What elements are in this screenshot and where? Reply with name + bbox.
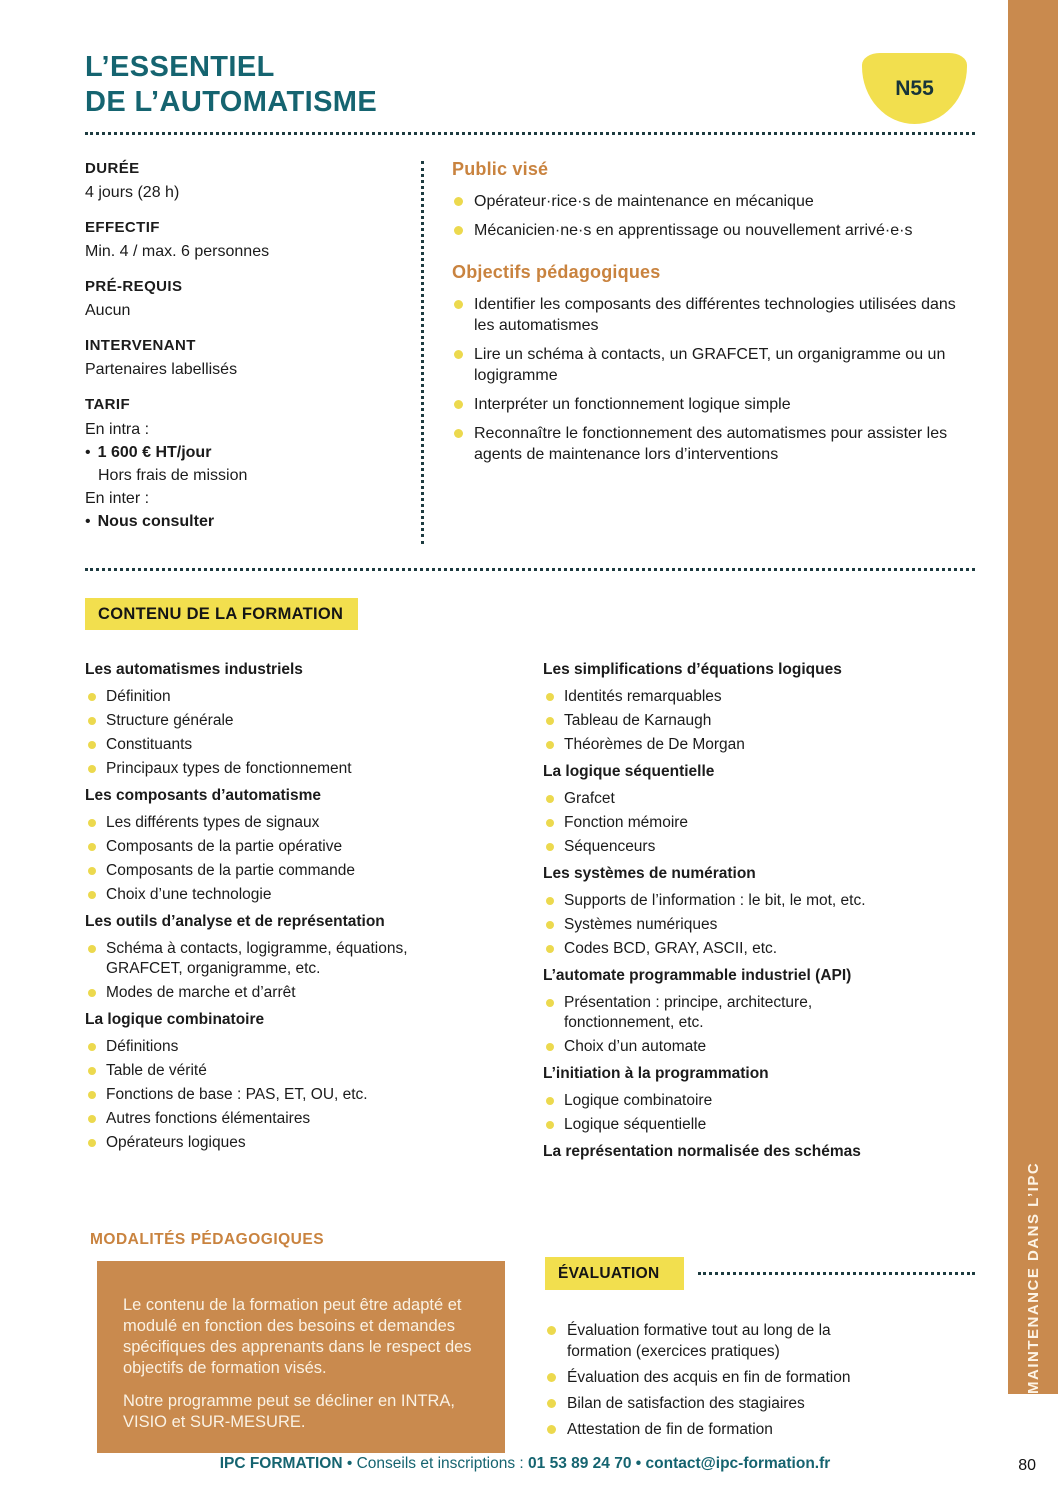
list-item-text: Définition bbox=[106, 688, 171, 705]
list-item bbox=[545, 1393, 975, 1414]
info-effectif-label: EFFECTIF bbox=[85, 219, 160, 236]
modalites-heading: MODALITÉS PÉDAGOGIQUES bbox=[90, 1231, 325, 1248]
list-item-text: Modes de marche et d’arrêt bbox=[106, 984, 296, 1001]
info-duree-value: 4 jours (28 h) bbox=[85, 184, 180, 201]
list-item-text: Lire un schéma à contacts, un GRAFCET, un organigramme ou un logigramme bbox=[474, 346, 946, 384]
tarif-intra-label: En intra : bbox=[85, 421, 150, 438]
list-item bbox=[85, 861, 543, 881]
contenu-group-heading: La représentation normalisée des schémas bbox=[543, 1143, 861, 1160]
bullet-icon bbox=[547, 1326, 556, 1335]
info-prerequis-value: Aucun bbox=[85, 302, 131, 319]
list-item bbox=[543, 1115, 975, 1135]
list-item-text: Constituants bbox=[106, 736, 193, 753]
contenu-group-heading: L’automate programmable industriel (API) bbox=[543, 967, 852, 984]
objectifs-heading: Objectifs pédagogiques bbox=[452, 262, 661, 282]
list-item bbox=[85, 711, 543, 731]
list-item-text: Choix d’une technologie bbox=[106, 886, 272, 903]
list-item bbox=[85, 885, 543, 905]
list-item bbox=[85, 687, 543, 707]
bullet-icon bbox=[546, 843, 554, 851]
list-item bbox=[543, 813, 975, 833]
bullet-icon bbox=[546, 693, 554, 701]
evaluation-heading: ÉVALUATION bbox=[545, 1257, 684, 1290]
contenu-group-heading: La logique séquentielle bbox=[543, 763, 715, 780]
list-item-text: Table de vérité bbox=[106, 1062, 207, 1079]
list-item-text: Grafcet bbox=[564, 790, 615, 807]
list-item bbox=[85, 1085, 543, 1105]
modalites-paragraph: Notre programme peut se décliner en INTRA, VISIO et SUR-MESURE. bbox=[123, 1392, 455, 1431]
list-item-text: Définitions bbox=[106, 1038, 179, 1055]
modalites-paragraph: Le contenu de la formation peut être adapté et modulé en fonction des besoins et demandes spécifiques des apprenants dans le respect des objectifs de formation visés. bbox=[123, 1296, 472, 1377]
bullet-icon bbox=[88, 765, 96, 773]
evaluation-block bbox=[545, 1257, 975, 1453]
list-item-text: Schéma à contacts, logigramme, équations, GRAFCET, organigramme, etc. bbox=[106, 940, 408, 977]
contenu-section bbox=[85, 655, 975, 1169]
bullet-icon bbox=[547, 1399, 556, 1408]
list-item-text: Composants de la partie commande bbox=[106, 862, 355, 879]
list-item-text: Structure générale bbox=[106, 712, 234, 729]
page-number: 80 bbox=[1018, 1457, 1036, 1474]
bullet-icon bbox=[546, 999, 554, 1007]
info-intervenant-label: INTERVENANT bbox=[85, 337, 196, 354]
list-item bbox=[85, 1037, 543, 1057]
contenu-group-heading: L’initiation à la programmation bbox=[543, 1065, 769, 1082]
public-vise-heading: Public visé bbox=[452, 159, 549, 179]
list-item bbox=[543, 837, 975, 857]
list-item bbox=[543, 735, 975, 755]
bullet-icon bbox=[546, 897, 554, 905]
list-item bbox=[543, 939, 975, 959]
list-item-text: Évaluation des acquis en fin de formation bbox=[567, 1369, 851, 1386]
bullet-icon bbox=[88, 1091, 96, 1099]
bottom-section bbox=[85, 1231, 975, 1453]
contenu-group-heading: Les systèmes de numération bbox=[543, 865, 756, 882]
list-item bbox=[452, 191, 975, 212]
bullet-icon bbox=[454, 429, 463, 438]
list-item bbox=[85, 735, 543, 755]
contenu-group bbox=[85, 1010, 543, 1153]
list-item-text: Mécanicien·ne·s en apprentissage ou nouvellement arrivé·e·s bbox=[474, 222, 913, 239]
bullet-icon bbox=[88, 945, 96, 953]
tarif-inter-label: En inter : bbox=[85, 490, 150, 507]
list-item-text: Fonctions de base : PAS, ET, OU, etc. bbox=[106, 1086, 368, 1103]
contenu-group bbox=[543, 660, 975, 755]
tarif-intra-note: Hors frais de mission bbox=[98, 467, 248, 484]
side-tab-label: MAINTENANCE DANS L’IPC bbox=[1024, 1161, 1042, 1394]
list-item bbox=[543, 1037, 975, 1057]
info-tarif bbox=[85, 395, 395, 533]
course-code-badge: N55 bbox=[862, 53, 967, 124]
info-tarif-label: TARIF bbox=[85, 396, 131, 413]
list-item-text: Les différents types de signaux bbox=[106, 814, 320, 831]
contenu-group bbox=[543, 1142, 975, 1162]
list-item bbox=[543, 891, 975, 911]
list-item bbox=[543, 687, 975, 707]
list-item-text: Présentation : principe, architecture, fonctionnement, etc. bbox=[564, 994, 813, 1031]
contenu-group-heading: Les automatismes industriels bbox=[85, 661, 303, 678]
contenu-group bbox=[543, 1064, 975, 1135]
list-item-text: Composants de la partie opérative bbox=[106, 838, 343, 855]
page-title bbox=[85, 50, 975, 120]
list-item bbox=[543, 915, 975, 935]
evaluation-list bbox=[545, 1320, 975, 1440]
list-item-text: Interpréter un fonctionnement logique simple bbox=[474, 396, 791, 413]
list-item-text: Reconnaître le fonctionnement des automatismes pour assister les agents de maintenance lors d’interventions bbox=[474, 425, 948, 463]
footer-label: Conseils et inscriptions : bbox=[356, 1455, 524, 1472]
bullet-icon bbox=[546, 1121, 554, 1129]
bullet-icon bbox=[546, 717, 554, 725]
list-item bbox=[543, 1091, 975, 1111]
list-item-text: Identités remarquables bbox=[564, 688, 722, 705]
page-footer bbox=[85, 1455, 965, 1473]
list-item-text: Opérateur·rice·s de maintenance en mécanique bbox=[474, 193, 814, 210]
bullet-icon bbox=[546, 795, 554, 803]
list-item bbox=[452, 394, 975, 415]
contenu-banner: CONTENU DE LA FORMATION bbox=[85, 598, 358, 630]
modalites-block bbox=[85, 1231, 545, 1453]
list-item-text: Bilan de satisfaction des stagiaires bbox=[567, 1395, 805, 1412]
list-item-text: Codes BCD, GRAY, ASCII, etc. bbox=[564, 940, 778, 957]
dotted-divider-top bbox=[85, 132, 975, 135]
tarif-inter-value: • Nous consulter bbox=[85, 510, 395, 533]
list-item bbox=[85, 759, 543, 779]
modalites-box bbox=[97, 1261, 505, 1453]
info-effectif-value: Min. 4 / max. 6 personnes bbox=[85, 243, 270, 260]
list-item-text: Supports de l’information : le bit, le mot, etc. bbox=[564, 892, 866, 909]
footer-separator: • bbox=[635, 1455, 642, 1472]
list-item bbox=[85, 1061, 543, 1081]
bullet-icon bbox=[88, 989, 96, 997]
info-intervenant bbox=[85, 336, 395, 380]
bullet-icon bbox=[454, 350, 463, 359]
bullet-icon bbox=[88, 1067, 96, 1075]
audience-objectives-column bbox=[424, 159, 975, 548]
list-item bbox=[545, 1419, 975, 1440]
bullet-icon bbox=[88, 693, 96, 701]
list-item bbox=[452, 220, 975, 241]
list-item bbox=[85, 1109, 543, 1129]
info-prerequis bbox=[85, 277, 395, 321]
page-title-line1: L’ESSENTIEL bbox=[85, 51, 275, 83]
list-item bbox=[85, 837, 543, 857]
contenu-left-column bbox=[85, 655, 543, 1169]
bullet-icon bbox=[88, 891, 96, 899]
bullet-icon bbox=[546, 819, 554, 827]
contenu-group bbox=[543, 864, 975, 959]
bullet-icon bbox=[547, 1373, 556, 1382]
bullet-icon bbox=[454, 300, 463, 309]
list-item-text: Identifier les composants des différentes technologies utilisées dans les automatismes bbox=[474, 296, 956, 334]
list-item-text: Choix d’un automate bbox=[564, 1038, 707, 1055]
bullet-icon bbox=[454, 400, 463, 409]
bullet-icon bbox=[88, 819, 96, 827]
contenu-group-heading: Les simplifications d’équations logiques bbox=[543, 661, 842, 678]
contenu-right-column bbox=[543, 655, 975, 1169]
list-item-text: Opérateurs logiques bbox=[106, 1134, 246, 1151]
list-item-text: Séquenceurs bbox=[564, 838, 656, 855]
tarif-intra-price: • 1 600 € HT/jour bbox=[85, 441, 395, 464]
list-item bbox=[452, 344, 975, 386]
list-item bbox=[85, 813, 543, 833]
info-effectif bbox=[85, 218, 395, 262]
bullet-icon bbox=[88, 843, 96, 851]
list-item-text: Logique combinatoire bbox=[564, 1092, 713, 1109]
course-facts-column bbox=[85, 159, 395, 548]
footer-brand: IPC FORMATION bbox=[219, 1455, 343, 1472]
bullet-icon bbox=[546, 945, 554, 953]
contenu-group bbox=[543, 762, 975, 857]
footer-email: contact@ipc-formation.fr bbox=[645, 1455, 831, 1472]
list-item-text: Systèmes numériques bbox=[564, 916, 718, 933]
list-item-text: Logique séquentielle bbox=[564, 1116, 707, 1133]
info-prerequis-label: PRÉ-REQUIS bbox=[85, 278, 183, 295]
bullet-icon bbox=[88, 1115, 96, 1123]
contenu-group-heading: Les composants d’automatisme bbox=[85, 787, 322, 804]
list-item bbox=[85, 983, 543, 1003]
list-item-text: Autres fonctions élémentaires bbox=[106, 1110, 311, 1127]
list-item-text: Fonction mémoire bbox=[564, 814, 689, 831]
page-header bbox=[85, 0, 975, 120]
list-item-text: Principaux types de fonctionnement bbox=[106, 760, 352, 777]
bullet-icon bbox=[546, 741, 554, 749]
bullet-icon bbox=[454, 197, 463, 206]
contenu-group-heading: La logique combinatoire bbox=[85, 1011, 265, 1028]
bullet-icon bbox=[546, 1097, 554, 1105]
bullet-icon bbox=[88, 1139, 96, 1147]
list-item bbox=[452, 294, 975, 336]
list-item bbox=[543, 993, 975, 1033]
list-item bbox=[543, 789, 975, 809]
dotted-divider-evaluation bbox=[698, 1272, 975, 1275]
bullet-icon bbox=[547, 1425, 556, 1434]
evaluation-header bbox=[545, 1257, 975, 1290]
bullet-icon bbox=[546, 1043, 554, 1051]
list-item-text: Théorèmes de De Morgan bbox=[564, 736, 745, 753]
list-item bbox=[85, 939, 543, 979]
contenu-group bbox=[85, 912, 543, 1003]
list-item bbox=[545, 1320, 975, 1362]
footer-separator: • bbox=[346, 1455, 353, 1472]
bullet-icon bbox=[546, 921, 554, 929]
list-item bbox=[545, 1367, 975, 1388]
bullet-icon bbox=[88, 1043, 96, 1051]
bullet-icon bbox=[88, 741, 96, 749]
list-item bbox=[543, 711, 975, 731]
bullet-icon bbox=[88, 867, 96, 875]
info-duree-label: DURÉE bbox=[85, 160, 140, 177]
page-title-line2: DE L’AUTOMATISME bbox=[85, 86, 378, 118]
info-duree bbox=[85, 159, 395, 203]
contenu-group bbox=[85, 786, 543, 905]
bullet-icon bbox=[454, 226, 463, 235]
list-item-text: Attestation de fin de formation bbox=[567, 1421, 773, 1438]
footer-phone: 01 53 89 24 70 bbox=[528, 1455, 632, 1472]
contenu-group-heading: Les outils d’analyse et de représentation bbox=[85, 913, 385, 930]
contenu-group bbox=[85, 660, 543, 779]
list-item bbox=[452, 423, 975, 465]
info-intervenant-value: Partenaires labellisés bbox=[85, 361, 238, 378]
course-info-section bbox=[85, 159, 975, 548]
list-item-text: Évaluation formative tout au long de la formation (exercices pratiques) bbox=[567, 1322, 831, 1360]
contenu-group bbox=[543, 966, 975, 1057]
list-item-text: Tableau de Karnaugh bbox=[564, 712, 712, 729]
list-item bbox=[85, 1133, 543, 1153]
bullet-icon bbox=[88, 717, 96, 725]
